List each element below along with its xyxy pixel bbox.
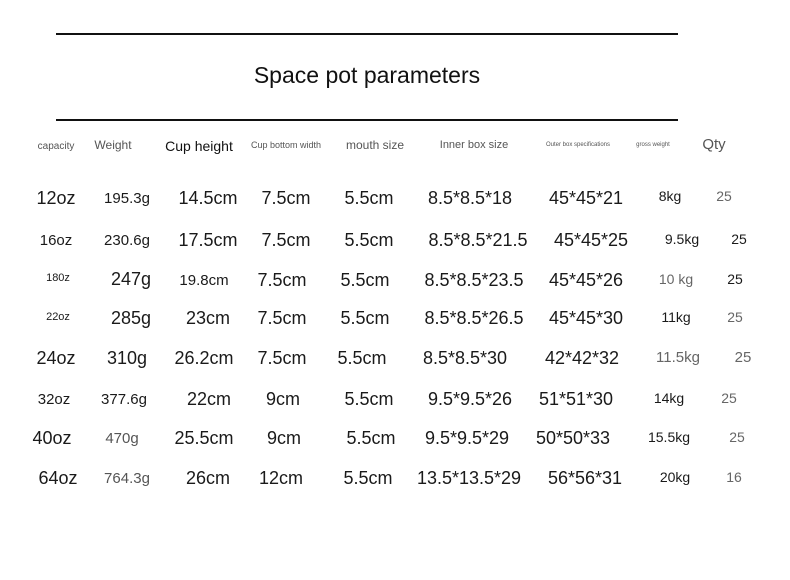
table-cell: 25 bbox=[727, 271, 743, 287]
table-cell: 7.5cm bbox=[257, 348, 307, 368]
header-qty: Qty bbox=[702, 136, 726, 153]
header-gross-weight: gross weight bbox=[636, 142, 670, 148]
table-cell: 9.5*9.5*29 bbox=[424, 428, 510, 448]
table-cell: 45*45*26 bbox=[548, 270, 624, 290]
table-cell: 32oz bbox=[37, 391, 71, 408]
header-capacity: capacity bbox=[37, 141, 75, 152]
table-cell: 180z bbox=[46, 272, 70, 284]
table-cell: 5.5cm bbox=[344, 188, 394, 208]
table-cell: 25 bbox=[727, 309, 743, 325]
table-cell: 7.5cm bbox=[261, 230, 311, 250]
table-cell: 764.3g bbox=[104, 470, 150, 487]
table-cell: 285g bbox=[110, 308, 152, 328]
table-cell: 5.5cm bbox=[340, 308, 390, 328]
table-cell: 45*45*25 bbox=[553, 230, 629, 250]
table-cell: 16 bbox=[726, 469, 742, 485]
table-cell: 5.5cm bbox=[337, 348, 387, 368]
table-cell: 64oz bbox=[38, 468, 78, 488]
table-cell: 11.5kg bbox=[656, 349, 700, 366]
table-cell: 42*42*32 bbox=[544, 348, 620, 368]
table-cell: 13.5*13.5*29 bbox=[416, 468, 522, 488]
table-cell: 25 bbox=[734, 349, 752, 366]
table-cell: 45*45*30 bbox=[548, 308, 624, 328]
table-cell: 7.5cm bbox=[257, 308, 307, 328]
table-cell: 12cm bbox=[258, 468, 304, 488]
table-cell: 5.5cm bbox=[344, 230, 394, 250]
header-cup-bottom-width: Cup bottom width bbox=[250, 140, 322, 150]
table-cell: 8.5*8.5*21.5 bbox=[428, 230, 528, 250]
header-weight: Weight bbox=[94, 138, 132, 152]
table-cell: 22oz bbox=[46, 311, 70, 323]
table-cell: 247g bbox=[110, 269, 152, 289]
top-divider bbox=[56, 33, 678, 35]
table-cell: 11kg bbox=[661, 309, 691, 325]
table-cell: 15.5kg bbox=[647, 429, 691, 445]
table-cell: 23cm bbox=[185, 308, 231, 328]
table-cell: 20kg bbox=[659, 469, 691, 485]
table-cell: 5.5cm bbox=[344, 389, 394, 409]
page-title: Space pot parameters bbox=[253, 62, 481, 88]
table-cell: 25 bbox=[721, 390, 737, 406]
table-cell: 10 kg bbox=[658, 271, 694, 287]
table-cell: 51*51*30 bbox=[538, 389, 614, 409]
table-cell: 377.6g bbox=[101, 391, 147, 408]
table-cell: 17.5cm bbox=[178, 230, 238, 250]
table-cell: 310g bbox=[106, 348, 148, 368]
table-cell: 56*56*31 bbox=[547, 468, 623, 488]
table-cell: 9.5kg bbox=[664, 231, 700, 247]
bottom-divider bbox=[56, 119, 678, 121]
table-cell: 45*45*21 bbox=[548, 188, 624, 208]
table-cell: 5.5cm bbox=[346, 428, 396, 448]
table-cell: 26.2cm bbox=[174, 348, 234, 368]
table-cell: 230.6g bbox=[104, 232, 150, 249]
table-cell: 8.5*8.5*23.5 bbox=[424, 270, 524, 290]
table-cell: 8.5*8.5*18 bbox=[427, 188, 513, 208]
table-cell: 40oz bbox=[32, 428, 72, 448]
table-cell: 22cm bbox=[186, 389, 232, 409]
header-mouth-size: mouth size bbox=[345, 138, 405, 152]
header-inner-box-size: Inner box size bbox=[439, 139, 509, 151]
table-cell: 25 bbox=[729, 429, 745, 445]
table-cell: 25.5cm bbox=[174, 428, 234, 448]
table-cell: 50*50*33 bbox=[535, 428, 611, 448]
table-cell: 5.5cm bbox=[343, 468, 393, 488]
table-cell: 24oz bbox=[36, 348, 76, 368]
header-cup-height: Cup height bbox=[165, 138, 233, 154]
table-cell: 195.3g bbox=[104, 190, 150, 207]
table-cell: 5.5cm bbox=[340, 270, 390, 290]
table-cell: 9cm bbox=[266, 428, 302, 448]
table-cell: 12oz bbox=[36, 188, 76, 208]
table-cell: 16oz bbox=[39, 232, 73, 249]
table-cell: 8.5*8.5*30 bbox=[422, 348, 508, 368]
table-cell: 14kg bbox=[653, 390, 685, 406]
table-cell: 7.5cm bbox=[257, 270, 307, 290]
table-cell: 8.5*8.5*26.5 bbox=[424, 308, 524, 328]
header-outer-box-specifications: Outer box specifications bbox=[545, 142, 611, 148]
table-cell: 26cm bbox=[185, 468, 231, 488]
table-cell: 7.5cm bbox=[261, 188, 311, 208]
table-cell: 14.5cm bbox=[178, 188, 238, 208]
table-cell: 470g bbox=[105, 430, 139, 447]
table-cell: 9.5*9.5*26 bbox=[427, 389, 513, 409]
table-cell: 9cm bbox=[265, 389, 301, 409]
table-cell: 8kg bbox=[658, 188, 682, 204]
table-cell: 19.8cm bbox=[179, 272, 229, 289]
table-cell: 25 bbox=[716, 188, 732, 204]
table-cell: 25 bbox=[731, 231, 747, 247]
